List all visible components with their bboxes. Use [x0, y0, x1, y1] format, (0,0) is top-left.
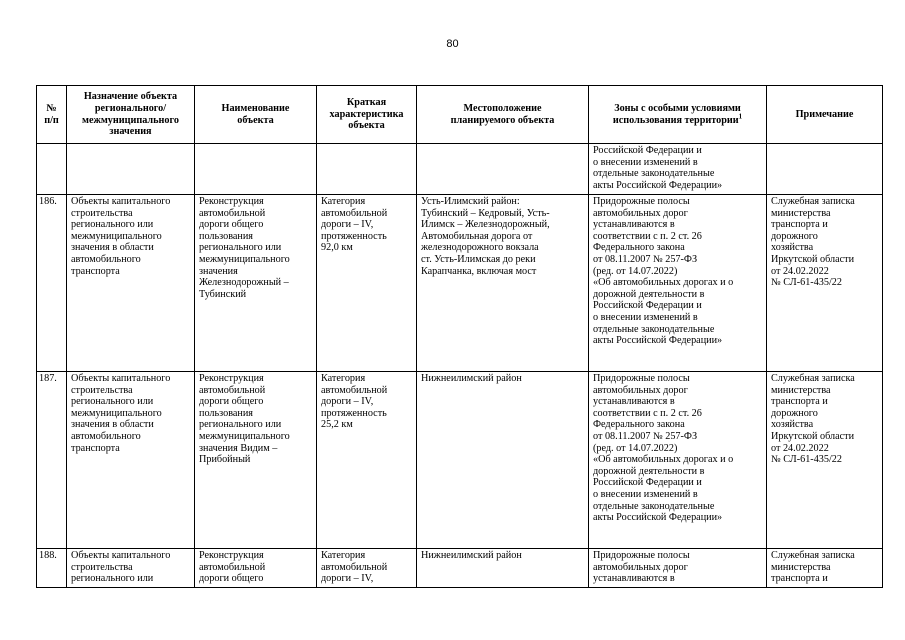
header-note: Примечание [767, 86, 883, 144]
header-num: № п/п [37, 86, 67, 144]
cell-name: Реконструкция автомобильной дороги общего [195, 549, 317, 588]
cell-zones: Придорожные полосы автомобильных дорог устанавливаются в соответствии с п. 2 ст. 26 Федерального закона от 08.11.2007 № 257-ФЗ (ред. от 14.07.2022) «Об автомобильных дорогах и о дорожной деятельности в Российской Федерации и о внесении изменений в отдельные законодательные акты Российской Федерации» [589, 372, 767, 549]
cell-name: Реконструкция автомобильной дороги общего пользования регионального или межмуниципального значения Железнодорожный – Тубинский [195, 195, 317, 372]
table-row [37, 372, 883, 549]
cell-brief [317, 144, 417, 195]
table-header-row [37, 86, 883, 144]
header-location: Местоположение планируемого объекта [417, 86, 589, 144]
table-row [37, 195, 883, 372]
table-row-continuation [37, 144, 883, 195]
cell-purpose: Объекты капитального строительства регионального или межмуниципального значения в области автомобильного транспорта [67, 372, 195, 549]
cell-num: 188. [37, 549, 67, 588]
header-zones-label: Зоны с особыми условиями использования территории [612, 102, 741, 126]
cell-zones: Российской Федерации и о внесении изменений в отдельные законодательные акты Российской Федерации» [589, 144, 767, 195]
cell-num: 187. [37, 372, 67, 549]
cell-note [767, 144, 883, 195]
header-name: Наименование объекта [195, 86, 317, 144]
cell-num [37, 144, 67, 195]
header-brief: Краткая характеристика объекта [317, 86, 417, 144]
cell-name: Реконструкция автомобильной дороги общего пользования регионального или межмуниципального значения Видим – Прибойный [195, 372, 317, 549]
cell-location: Нижнеилимский район [417, 549, 589, 588]
header-zones-footnote: 1 [738, 112, 743, 121]
page-number: 80 [446, 38, 459, 50]
cell-zones: Придорожные полосы автомобильных дорог устанавливаются в [589, 549, 767, 588]
cell-location: Нижнеилимский район [417, 372, 589, 549]
planning-objects-table [36, 85, 883, 588]
cell-name [195, 144, 317, 195]
table-row [37, 549, 883, 588]
cell-note: Служебная записка министерства транспорта и дорожного хозяйства Иркутской области от 24.02.2022 № СЛ-61-435/22 [767, 195, 883, 372]
cell-brief: Категория автомобильной дороги – IV, протяженность 92,0 км [317, 195, 417, 372]
cell-purpose: Объекты капитального строительства регионального или межмуниципального значения в области автомобильного транспорта [67, 195, 195, 372]
cell-num: 186. [37, 195, 67, 372]
header-zones [589, 86, 767, 144]
cell-location: Усть-Илимский район: Тубинский – Кедровый, Усть- Илимск – Железнодорожный, Автомобильная дорога от железнодорожного вокзала ст. Усть-Илимская до реки Карапчанка, включая мост [417, 195, 589, 372]
cell-purpose [67, 144, 195, 195]
cell-note: Служебная записка министерства транспорта и [767, 549, 883, 588]
header-purpose: Назначение объекта регионального/ межмуниципального значения [67, 86, 195, 144]
cell-brief: Категория автомобильной дороги – IV, протяженность 25,2 км [317, 372, 417, 549]
cell-brief: Категория автомобильной дороги – IV, [317, 549, 417, 588]
cell-purpose: Объекты капитального строительства регионального или [67, 549, 195, 588]
cell-zones: Придорожные полосы автомобильных дорог устанавливаются в соответствии с п. 2 ст. 26 Федерального закона от 08.11.2007 № 257-ФЗ (ред. от 14.07.2022) «Об автомобильных дорогах и о дорожной деятельности в Российской Федерации и о внесении изменений в отдельные законодательные акты Российской Федерации» [589, 195, 767, 372]
cell-location [417, 144, 589, 195]
cell-note: Служебная записка министерства транспорта и дорожного хозяйства Иркутской области от 24.02.2022 № СЛ-61-435/22 [767, 372, 883, 549]
